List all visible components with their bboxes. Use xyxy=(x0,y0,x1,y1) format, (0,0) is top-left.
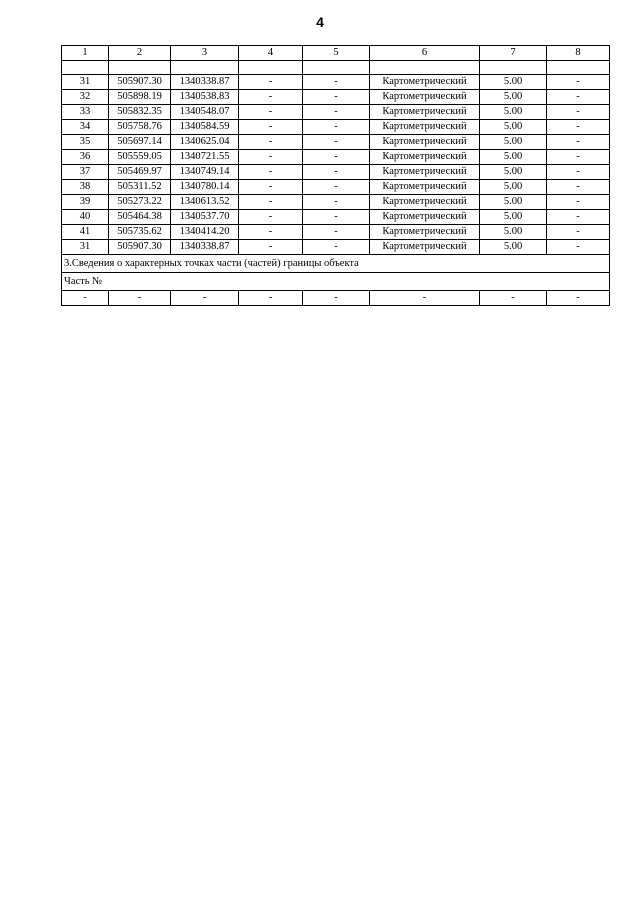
blank-cell xyxy=(303,61,370,75)
table-cell: 1340538.83 xyxy=(171,90,239,105)
column-header: 4 xyxy=(239,46,303,61)
table-cell: - xyxy=(239,240,303,255)
table-row xyxy=(62,240,610,255)
part-cell: - xyxy=(547,291,610,306)
table-cell: 31 xyxy=(62,75,109,90)
table-cell: 1340625.04 xyxy=(171,135,239,150)
table-cell: - xyxy=(239,180,303,195)
table-cell: - xyxy=(547,210,610,225)
table-cell: - xyxy=(239,90,303,105)
table-cell: - xyxy=(239,135,303,150)
table-cell: - xyxy=(547,135,610,150)
table-cell: - xyxy=(547,150,610,165)
column-header: 7 xyxy=(480,46,547,61)
table-cell: 505735.62 xyxy=(109,225,171,240)
table-cell: 1340749.14 xyxy=(171,165,239,180)
page-number: 4 xyxy=(316,14,324,30)
table-cell: 1340584.59 xyxy=(171,120,239,135)
table-cell: - xyxy=(239,195,303,210)
table-cell: Картометрический xyxy=(370,150,480,165)
table-cell: Картометрический xyxy=(370,90,480,105)
table-cell: 505469.97 xyxy=(109,165,171,180)
blank-cell xyxy=(370,61,480,75)
table-row xyxy=(62,135,610,150)
table-cell: 505832.35 xyxy=(109,105,171,120)
table-cell: - xyxy=(303,150,370,165)
table-cell: 5.00 xyxy=(480,135,547,150)
table-cell: - xyxy=(303,195,370,210)
part-cell: - xyxy=(239,291,303,306)
table-cell: 5.00 xyxy=(480,90,547,105)
table-cell: 505898.19 xyxy=(109,90,171,105)
table-cell: 505907.30 xyxy=(109,240,171,255)
blank-cell xyxy=(239,61,303,75)
table-cell: 1340721.55 xyxy=(171,150,239,165)
blank-cell xyxy=(480,61,547,75)
table-cell: 505464.38 xyxy=(109,210,171,225)
table-cell: 5.00 xyxy=(480,210,547,225)
table-cell: Картометрический xyxy=(370,180,480,195)
part-cell: - xyxy=(109,291,171,306)
table-cell: - xyxy=(303,225,370,240)
coordinates-table xyxy=(61,45,610,306)
table-cell: Картометрический xyxy=(370,120,480,135)
table-cell: 40 xyxy=(62,210,109,225)
table-cell: - xyxy=(547,225,610,240)
table-cell: - xyxy=(547,75,610,90)
table-cell: 5.00 xyxy=(480,240,547,255)
table-header-row xyxy=(62,46,610,61)
table-cell: 38 xyxy=(62,180,109,195)
table-cell: 1340548.07 xyxy=(171,105,239,120)
table-cell: 505758.76 xyxy=(109,120,171,135)
column-header: 5 xyxy=(303,46,370,61)
table-cell: - xyxy=(547,180,610,195)
table-cell: 33 xyxy=(62,105,109,120)
table-cell: Картометрический xyxy=(370,195,480,210)
table-cell: - xyxy=(547,240,610,255)
section-title: 3.Сведения о характерных точках части (частей) границы объекта xyxy=(62,255,610,273)
table-row xyxy=(62,195,610,210)
table-cell: Картометрический xyxy=(370,135,480,150)
table-cell: - xyxy=(303,210,370,225)
table-cell: - xyxy=(303,75,370,90)
part-cell: - xyxy=(62,291,109,306)
table-cell: - xyxy=(239,75,303,90)
column-header: 8 xyxy=(547,46,610,61)
part-cell: - xyxy=(370,291,480,306)
table-cell: - xyxy=(239,210,303,225)
part-row xyxy=(62,291,610,306)
table-cell: 37 xyxy=(62,165,109,180)
table-row xyxy=(62,180,610,195)
table-cell: Картометрический xyxy=(370,225,480,240)
table-cell: - xyxy=(303,105,370,120)
column-header: 2 xyxy=(109,46,171,61)
table-cell: Картометрический xyxy=(370,210,480,225)
table-cell: 1340338.87 xyxy=(171,75,239,90)
table-cell: 32 xyxy=(62,90,109,105)
part-label: Часть № xyxy=(62,273,610,291)
table-cell: - xyxy=(303,90,370,105)
table-cell: 5.00 xyxy=(480,150,547,165)
part-label-row xyxy=(62,273,610,291)
table-cell: 505907.30 xyxy=(109,75,171,90)
table-cell: 34 xyxy=(62,120,109,135)
table-cell: 5.00 xyxy=(480,165,547,180)
table-cell: - xyxy=(303,180,370,195)
table-cell: - xyxy=(239,120,303,135)
table-cell: 1340613.52 xyxy=(171,195,239,210)
part-cell: - xyxy=(171,291,239,306)
table-cell: 505697.14 xyxy=(109,135,171,150)
table-cell: 1340780.14 xyxy=(171,180,239,195)
table-row xyxy=(62,165,610,180)
column-header: 3 xyxy=(171,46,239,61)
column-header: 1 xyxy=(62,46,109,61)
table-row xyxy=(62,90,610,105)
table-cell: 5.00 xyxy=(480,105,547,120)
table-cell: - xyxy=(239,225,303,240)
table-cell: 5.00 xyxy=(480,225,547,240)
blank-row xyxy=(62,61,610,75)
table-cell: 5.00 xyxy=(480,75,547,90)
table-row xyxy=(62,210,610,225)
table-cell: Картометрический xyxy=(370,165,480,180)
table-cell: - xyxy=(239,105,303,120)
table-cell: - xyxy=(239,165,303,180)
blank-cell xyxy=(171,61,239,75)
blank-cell xyxy=(109,61,171,75)
table-row xyxy=(62,75,610,90)
table-row xyxy=(62,225,610,240)
table-cell: - xyxy=(547,90,610,105)
table-cell: - xyxy=(303,240,370,255)
table-cell: - xyxy=(303,165,370,180)
blank-cell xyxy=(62,61,109,75)
table-cell: 31 xyxy=(62,240,109,255)
table-cell: - xyxy=(547,120,610,135)
table-cell: Картометрический xyxy=(370,75,480,90)
table-cell: 35 xyxy=(62,135,109,150)
table-cell: 39 xyxy=(62,195,109,210)
table-cell: 1340414.20 xyxy=(171,225,239,240)
table-cell: Картометрический xyxy=(370,240,480,255)
table-cell: 1340338.87 xyxy=(171,240,239,255)
table-cell: 5.00 xyxy=(480,180,547,195)
section-row xyxy=(62,255,610,273)
table-cell: - xyxy=(239,150,303,165)
table-cell: 505559.05 xyxy=(109,150,171,165)
table-cell: 505273.22 xyxy=(109,195,171,210)
table-cell: - xyxy=(547,105,610,120)
table-row xyxy=(62,150,610,165)
table-cell: 5.00 xyxy=(480,120,547,135)
table-cell: 36 xyxy=(62,150,109,165)
table-cell: 505311.52 xyxy=(109,180,171,195)
table-cell: - xyxy=(547,165,610,180)
table-row xyxy=(62,105,610,120)
table-cell: 5.00 xyxy=(480,195,547,210)
table-row xyxy=(62,120,610,135)
blank-cell xyxy=(547,61,610,75)
table-cell: 41 xyxy=(62,225,109,240)
part-cell: - xyxy=(303,291,370,306)
table-cell: - xyxy=(303,135,370,150)
table-cell: - xyxy=(303,120,370,135)
table-cell: - xyxy=(547,195,610,210)
table-cell: Картометрический xyxy=(370,105,480,120)
table-cell: 1340537.70 xyxy=(171,210,239,225)
column-header: 6 xyxy=(370,46,480,61)
part-cell: - xyxy=(480,291,547,306)
